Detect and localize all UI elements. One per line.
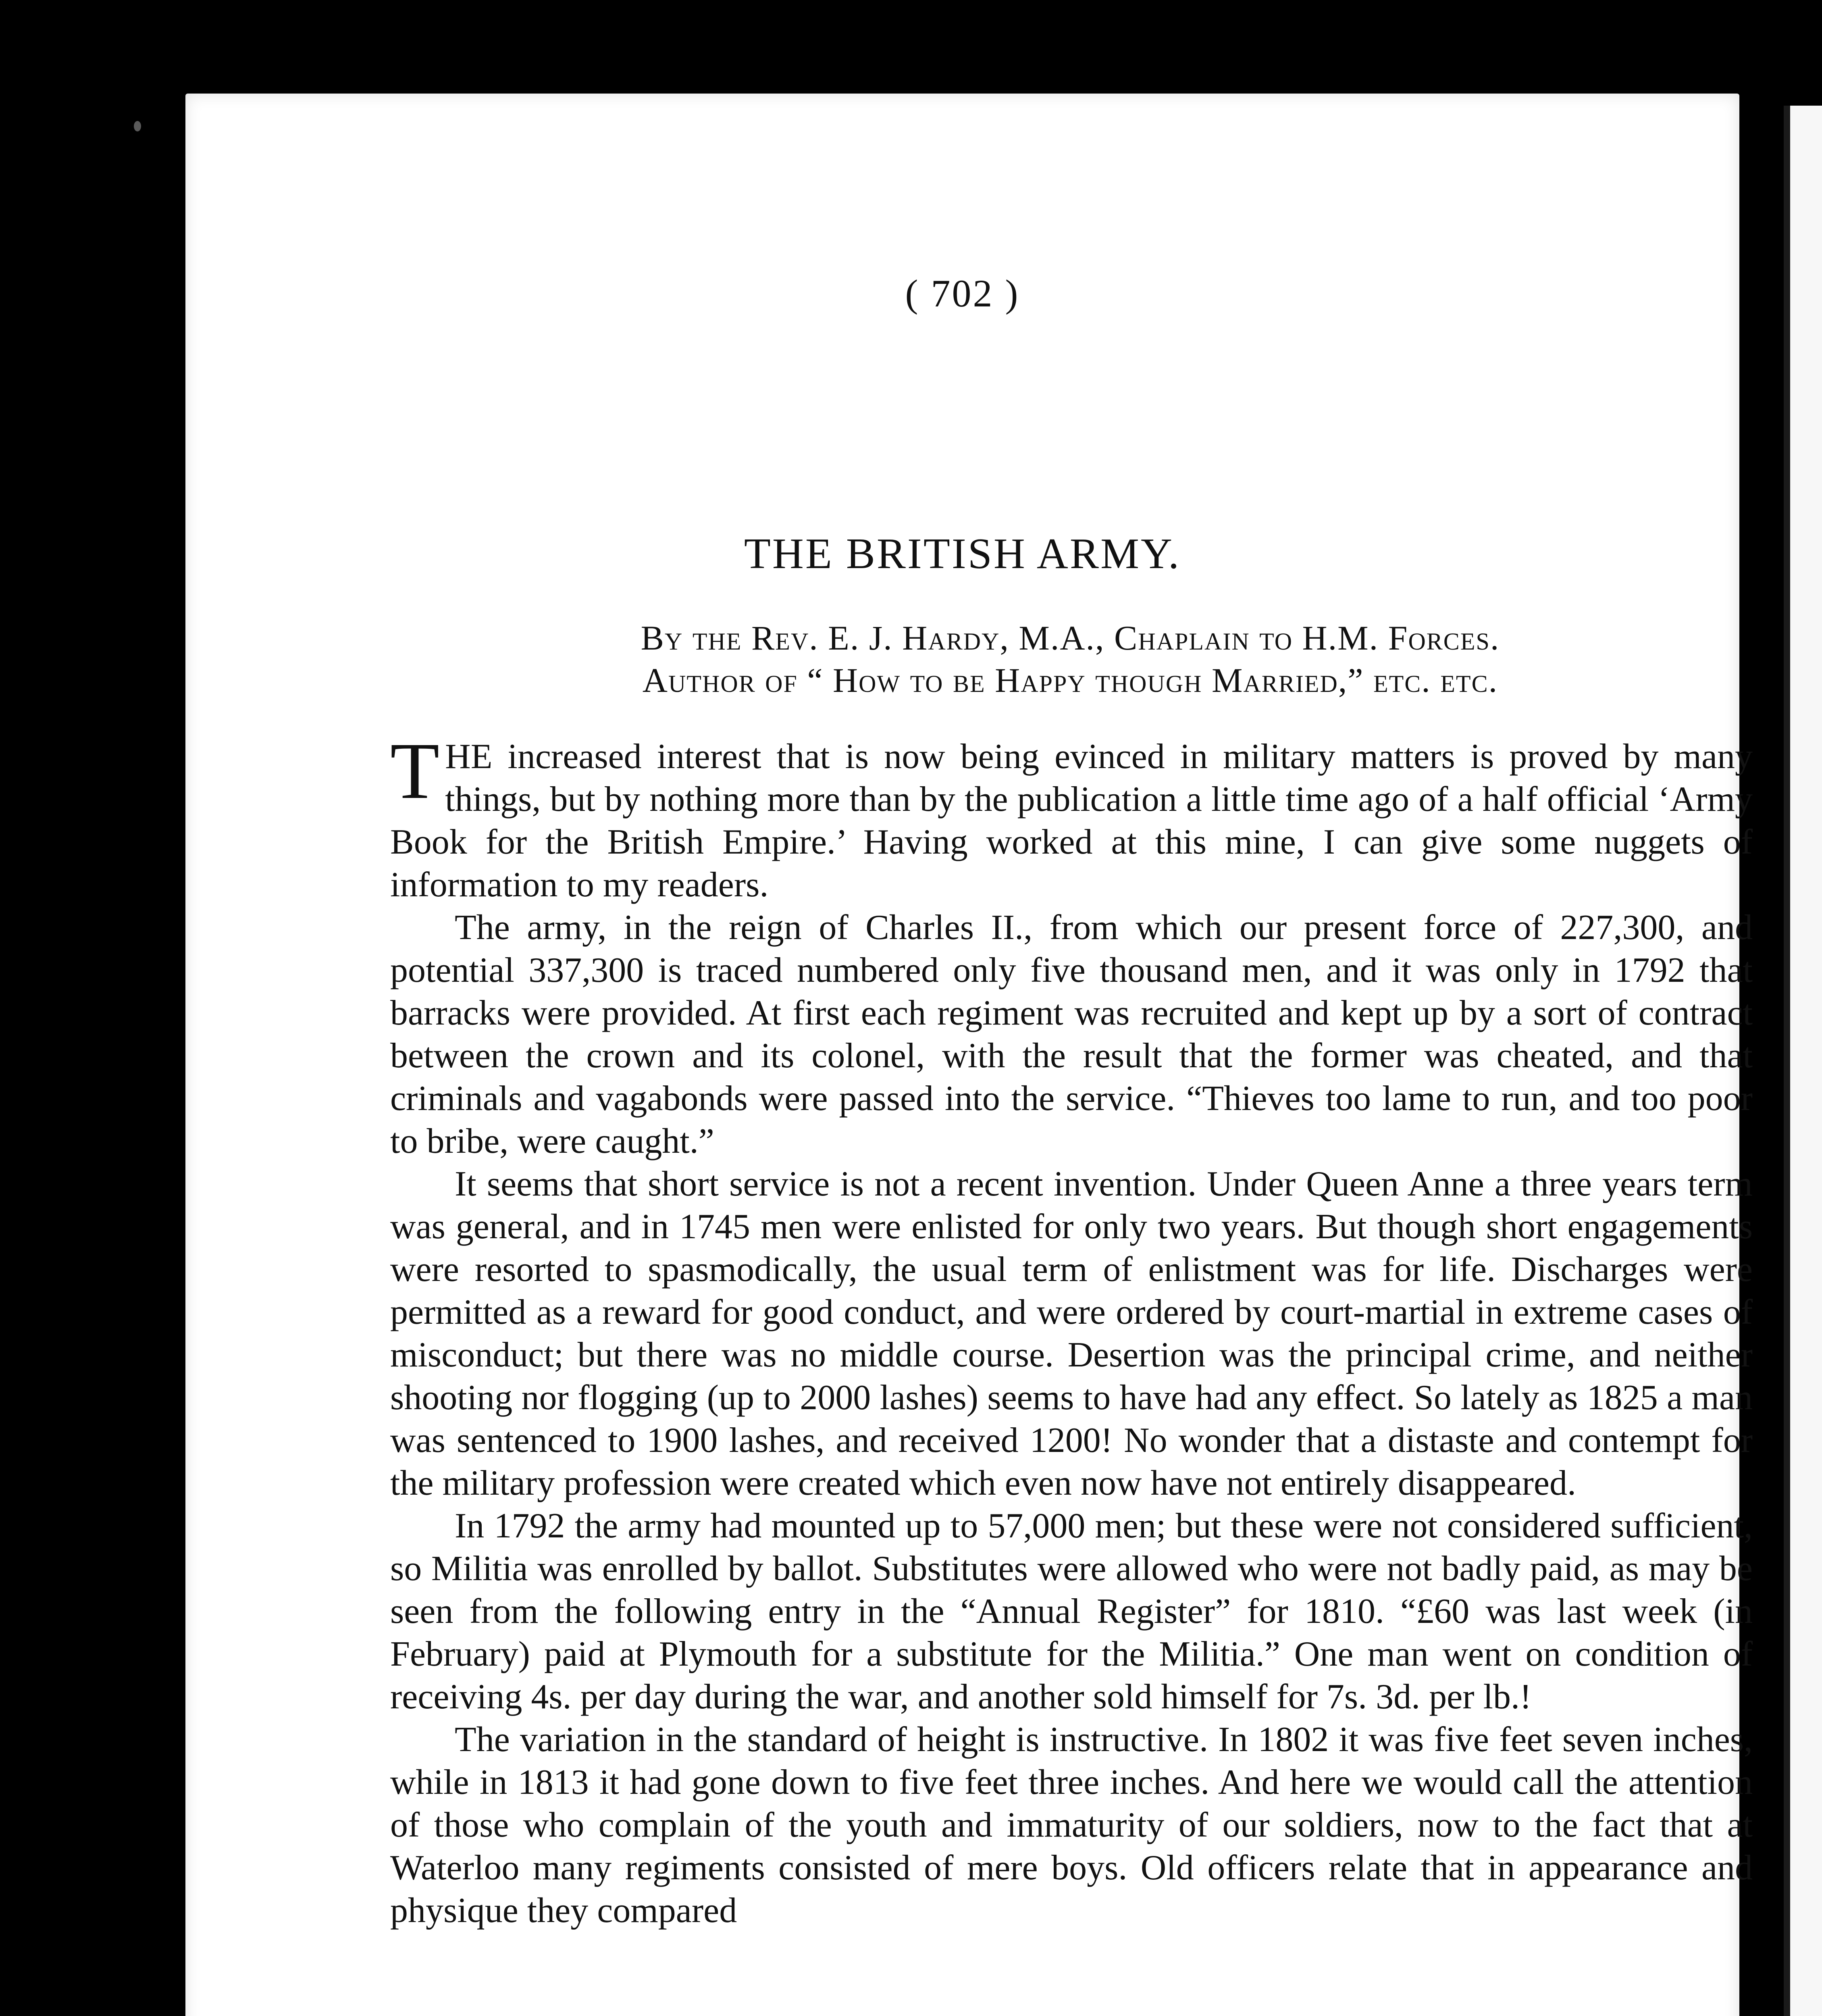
- author-credentials: Author of “ How to be Happy though Married,” etc. etc.: [642, 661, 1498, 700]
- book-page: [185, 94, 1753, 2016]
- paragraph-4: In 1792 the army had mounted up to 57,000 men; but these were not considered sufficient, so Militia was enrolled by ballot. Substitutes were allowed who were not badly paid, as may be seen from the following entry in the “Annual Register” for 1810. “£60 was last week (in February) paid at Plymouth for a substitute for the Militia.” One man went on condition of receiving 4s. per day during the war, and another sold himself for 7s. 3d. per lb.!: [390, 1506, 1753, 1716]
- paragraph-1-text: HE increased interest that is now being evinced in military matters is proved by many things, but by nothing more than by the publication a little time ago of a half official ‘Army Book for the British Empire.’ Having worked at this mine, I can give some nuggets of information to my readers.: [390, 737, 1753, 904]
- paragraph-5: The variation in the standard of height is instructive. In 1802 it was five feet seven inches, while in 1813 it had gone down to five feet three inches. And here we would call the attention of those who complain of the youth and immaturity of our soldiers, now to the fact that at Waterloo many regiments consisted of mere boys. Old officers relate that in appearance and physique they compared: [390, 1720, 1753, 1930]
- article-body: [390, 727, 1753, 1932]
- paragraph-3: It seems that short service is not a recent invention. Under Queen Anne a three years term was general, and in 1745 men were enlisted for only two years. But though short engagements were resorted to spasmodically, the usual term of enlistment was for life. Discharges were permitted as a reward for good conduct, and were ordered by court-martial in extreme cases of misconduct; but there was no middle course. Desertion was the principal crime, and neither shooting nor flogging (up to 2000 lashes) seems to have had any effect. So lately as 1825 a man was sentenced to 1900 lashes, and received 1200! No wonder that a distaste and contempt for the military profession were created which even now have not entirely disappeared.: [390, 1164, 1753, 1503]
- adjacent-page-edge: [1784, 106, 1822, 2016]
- author-byline: By the Rev. E. J. Hardy, M.A., Chaplain to H.M. Forces.: [641, 619, 1500, 657]
- scan-speck: [134, 121, 141, 131]
- paragraph-2: The army, in the reign of Charles II., from which our present force of 227,300, and potential 337,300 is traced numbered only five thousand men, and it was only in 1792 that barracks were provided. At first each regiment was recruited and kept up by a sort of contract between the crown and its colonel, with the result that the former was cheated, and that criminals and vagabonds were passed into the service. “Thieves too lame to run, and too poor to bribe, were caught.”: [390, 908, 1753, 1161]
- page-number: ( 702 ): [905, 272, 1020, 315]
- article-title: THE BRITISH ARMY.: [744, 530, 1181, 578]
- paragraph-1: [390, 727, 1753, 906]
- drop-cap: T: [390, 727, 440, 816]
